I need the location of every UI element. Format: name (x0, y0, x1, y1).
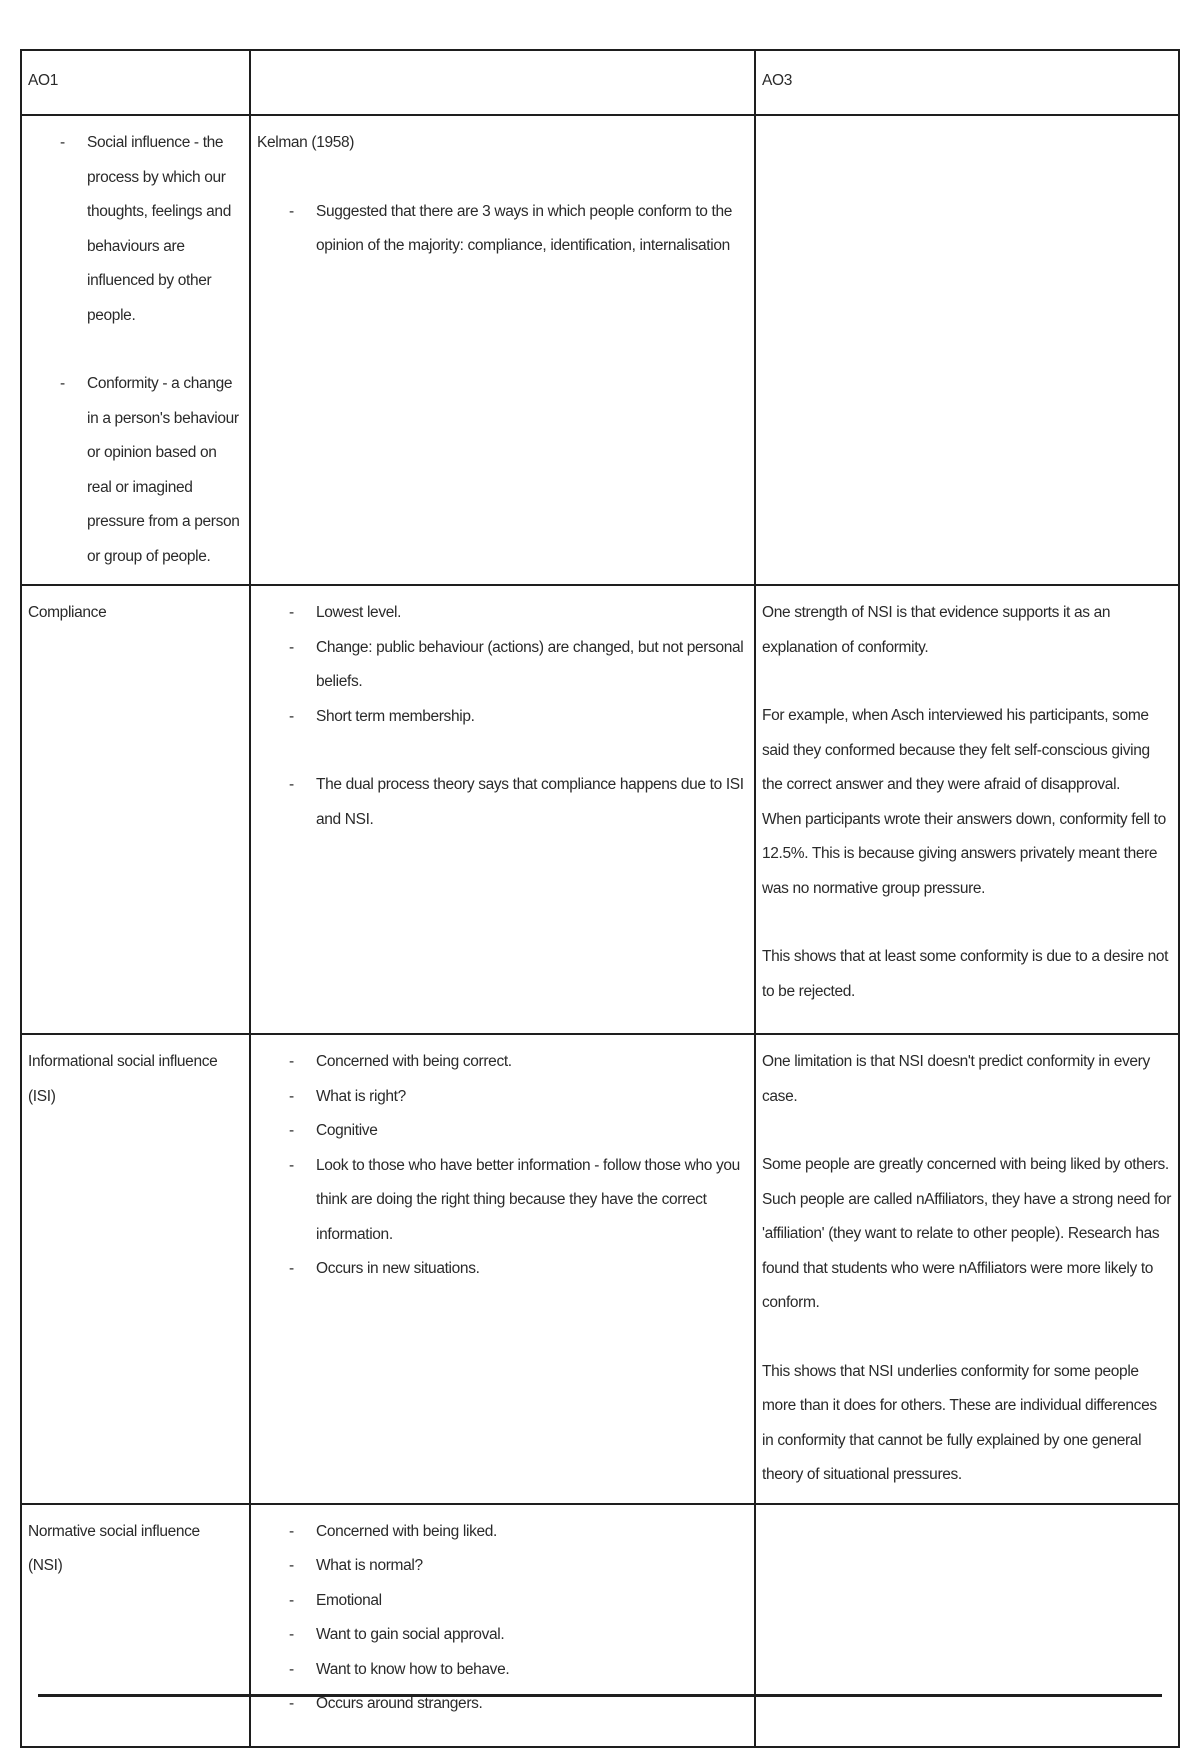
compliance-row (21, 585, 1179, 1034)
page-bottom-rule (38, 1694, 1162, 1697)
isi-abbreviation: (ISI) (28, 1087, 56, 1105)
nsi-ao3-cell (755, 1504, 1179, 1747)
kelman-heading: Kelman (1958) (257, 134, 355, 151)
isi-item: - Cognitive (257, 1114, 748, 1149)
ao3-paragraph: When participants wrote their answers down, conformity fell to 12.5%. This is because giving answers privately meant there was no normative group pressure. (762, 810, 1166, 897)
kelman-item: - Suggested that there are 3 ways in which people conform to the opinion of the majority: compliance, identification, internalisation (257, 195, 748, 264)
isi-item: - Occurs in new situations. (257, 1252, 748, 1287)
nsi-item: - Want to know how to behave. (257, 1653, 748, 1688)
header-row (21, 50, 1179, 115)
ao3-paragraph: Some people are greatly concerned with being liked by others. Such people are called nAffiliators, they have a strong need for 'affiliation' (they want to relate to other people). Research has found that students who were nAffiliators were more likely to conform. (762, 1156, 1172, 1311)
definition-item-conformity: - Conformity - a change in a person's behaviour or opinion based on real or imagined pressure from a person or group of people. (28, 367, 243, 574)
isi-item: - What is right? (257, 1080, 748, 1115)
isi-label-cell (21, 1034, 250, 1504)
definition-item-social-influence: - Social influence - the process by which our thoughts, feelings and behaviours are influenced by other people. (28, 126, 243, 333)
ao3-paragraph: This shows that NSI underlies conformity for some people more than it does for others. These are individual differences in conformity that cannot be fully explained by one general theory of situational pressures. (762, 1362, 1157, 1483)
compliance-item: - The dual process theory says that compliance happens due to ISI and NSI. (257, 768, 748, 837)
definitions-row (21, 115, 1179, 585)
nsi-abbreviation: (NSI) (28, 1557, 63, 1574)
isi-item: - Look to those who have better information - follow those who you think are doing the right thing because they have the correct information. (257, 1149, 748, 1253)
header-cell-middle (250, 50, 755, 115)
kelman-list (257, 195, 748, 264)
nsi-row (21, 1504, 1179, 1747)
nsi-label: Normative social influence (28, 1522, 200, 1540)
header-cell-ao3: AO3 (755, 50, 1179, 115)
nsi-mid-cell (250, 1504, 755, 1747)
definitions-list (28, 126, 243, 574)
nsi-label-cell (21, 1504, 250, 1747)
compliance-item: - Change: public behaviour (actions) are changed, but not personal beliefs. (257, 631, 748, 700)
compliance-item: - Lowest level. (257, 596, 748, 631)
nsi-item: - Want to gain social approval. (257, 1618, 748, 1653)
nsi-item: - Emotional (257, 1584, 748, 1619)
kelman-cell (250, 115, 755, 585)
ao3-paragraph: For example, when Asch interviewed his participants, some said they conformed because they felt self-conscious giving the correct answer and they were afraid of disapproval. (762, 707, 1150, 793)
definitions-ao1-cell (21, 115, 250, 585)
nsi-item: - What is normal? (257, 1549, 748, 1584)
isi-row (21, 1034, 1179, 1504)
ao3-paragraph: One limitation is that NSI doesn't predict conformity in every case. (762, 1053, 1150, 1105)
nsi-item: - Occurs around strangers. (257, 1687, 748, 1722)
compliance-item: - Short term membership. (257, 700, 748, 735)
isi-item: - Concerned with being correct. (257, 1045, 748, 1080)
ao3-paragraph: This shows that at least some conformity is due to a desire not to be rejected. (762, 948, 1169, 1000)
compliance-label: Compliance (21, 585, 250, 1034)
header-cell-ao1: AO1 (21, 50, 250, 115)
isi-mid-cell (250, 1034, 755, 1504)
nsi-list (257, 1515, 748, 1722)
definitions-ao3-cell (755, 115, 1179, 585)
isi-label: Informational social influence (28, 1053, 218, 1070)
notes-table (20, 49, 1180, 1748)
compliance-ao3-cell (755, 585, 1179, 1034)
isi-ao3-cell (755, 1034, 1179, 1504)
compliance-mid-cell (250, 585, 755, 1034)
compliance-list (257, 596, 748, 837)
ao3-paragraph: One strength of NSI is that evidence supports it as an explanation of conformity. (762, 604, 1111, 656)
isi-list (257, 1045, 748, 1287)
nsi-item: - Concerned with being liked. (257, 1515, 748, 1550)
